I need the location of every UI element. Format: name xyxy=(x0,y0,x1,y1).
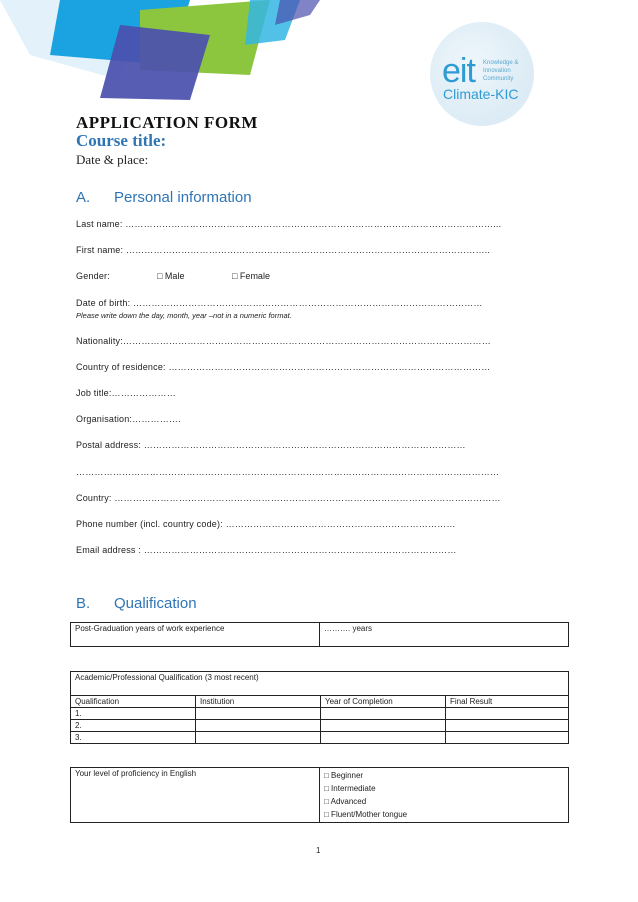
date-place: Date & place: xyxy=(76,152,149,167)
organisation-field[interactable]: Organisation:……………. xyxy=(76,414,181,424)
country-of-residence-field[interactable]: Country of residence: …………………………………………………………………………………………… xyxy=(76,362,491,372)
section-a-number: A. xyxy=(76,189,91,206)
column-header-institution: Institution xyxy=(196,696,321,708)
english-proficiency-table xyxy=(70,767,569,823)
header-decoration xyxy=(0,0,320,110)
english-option-advanced[interactable]: □ Advanced xyxy=(324,797,367,806)
gender-label: Gender: xyxy=(76,271,110,281)
gender-female-checkbox[interactable]: □ Female xyxy=(232,271,270,281)
table-row xyxy=(71,708,569,720)
section-b-title: Qualification xyxy=(114,595,197,612)
date-of-birth-field[interactable]: Date of birth: …………………………………………………………………………………………………… xyxy=(76,298,483,308)
last-name-field[interactable]: Last name: …………………………………………………………………………………………………………... xyxy=(76,219,502,229)
institution-cell[interactable] xyxy=(196,732,321,744)
section-a-heading xyxy=(76,189,252,206)
logo-tagline-line: Knowledge & xyxy=(483,60,519,66)
row-number[interactable]: 2. xyxy=(71,720,196,732)
logo-tagline-line: Community xyxy=(483,76,514,82)
row-number[interactable]: 1. xyxy=(71,708,196,720)
section-b-heading xyxy=(76,595,197,612)
english-option-beginner[interactable]: □ Beginner xyxy=(324,771,364,780)
logo-eit-text: eit xyxy=(442,52,475,90)
work-experience-table xyxy=(70,622,569,647)
english-option-fluent[interactable]: □ Fluent/Mother tongue xyxy=(324,810,408,819)
postal-address-continued-field[interactable]: ………………………………………………………………………………………………………………………… xyxy=(76,467,500,477)
section-a-title: Personal information xyxy=(114,189,252,206)
gender-male-checkbox[interactable]: □ Male xyxy=(157,271,185,281)
column-header-final-result: Final Result xyxy=(446,696,569,708)
work-experience-years-input[interactable]: ………. years xyxy=(320,623,569,647)
logo-tagline xyxy=(483,59,518,83)
email-address-field[interactable]: Email address : ………………………………………………………………………………………… xyxy=(76,545,457,555)
postal-address-field[interactable]: Postal address: …………………………………………………………………………………………… xyxy=(76,440,466,450)
table-row xyxy=(71,720,569,732)
course-title: Course title: xyxy=(76,131,167,150)
work-experience-label: Post-Graduation years of work experience xyxy=(71,623,320,647)
phone-number-field[interactable]: Phone number (incl. country code): ………………………………………………………………… xyxy=(76,519,456,529)
year-cell[interactable] xyxy=(321,720,446,732)
year-cell[interactable] xyxy=(321,732,446,744)
job-title-field[interactable]: Job title:………………… xyxy=(76,388,176,398)
english-proficiency-label: Your level of proficiency in English xyxy=(71,768,320,823)
year-cell[interactable] xyxy=(321,708,446,720)
country-field[interactable]: Country: ……………………………………………………………………………………………………………… xyxy=(76,493,501,503)
institution-cell[interactable] xyxy=(196,708,321,720)
result-cell[interactable] xyxy=(446,708,569,720)
nationality-field[interactable]: Nationality:………………………………………………………………………………………………………… xyxy=(76,336,491,346)
column-header-year-of-completion: Year of Completion xyxy=(321,696,446,708)
logo-name: Climate-KIC xyxy=(443,86,519,102)
row-number[interactable]: 3. xyxy=(71,732,196,744)
result-cell[interactable] xyxy=(446,732,569,744)
logo-tagline-line: Innovation xyxy=(483,68,511,74)
section-b-number: B. xyxy=(76,595,91,612)
english-option-intermediate[interactable]: □ Intermediate xyxy=(324,784,376,793)
first-name-field[interactable]: First name: ……………………………………………………………………………………………………….. xyxy=(76,245,491,255)
academic-table-caption: Academic/Professional Qualification (3 most recent) xyxy=(71,672,569,696)
column-header-qualification: Qualification xyxy=(71,696,196,708)
academic-qualification-table xyxy=(70,671,569,744)
result-cell[interactable] xyxy=(446,720,569,732)
institution-cell[interactable] xyxy=(196,720,321,732)
table-row xyxy=(71,732,569,744)
date-of-birth-hint: Please write down the day, month, year –not in a numeric format. xyxy=(76,311,292,320)
form-title: APPLICATION FORM xyxy=(76,113,258,132)
page-number: 1 xyxy=(316,846,321,855)
climate-kic-logo xyxy=(430,22,536,124)
